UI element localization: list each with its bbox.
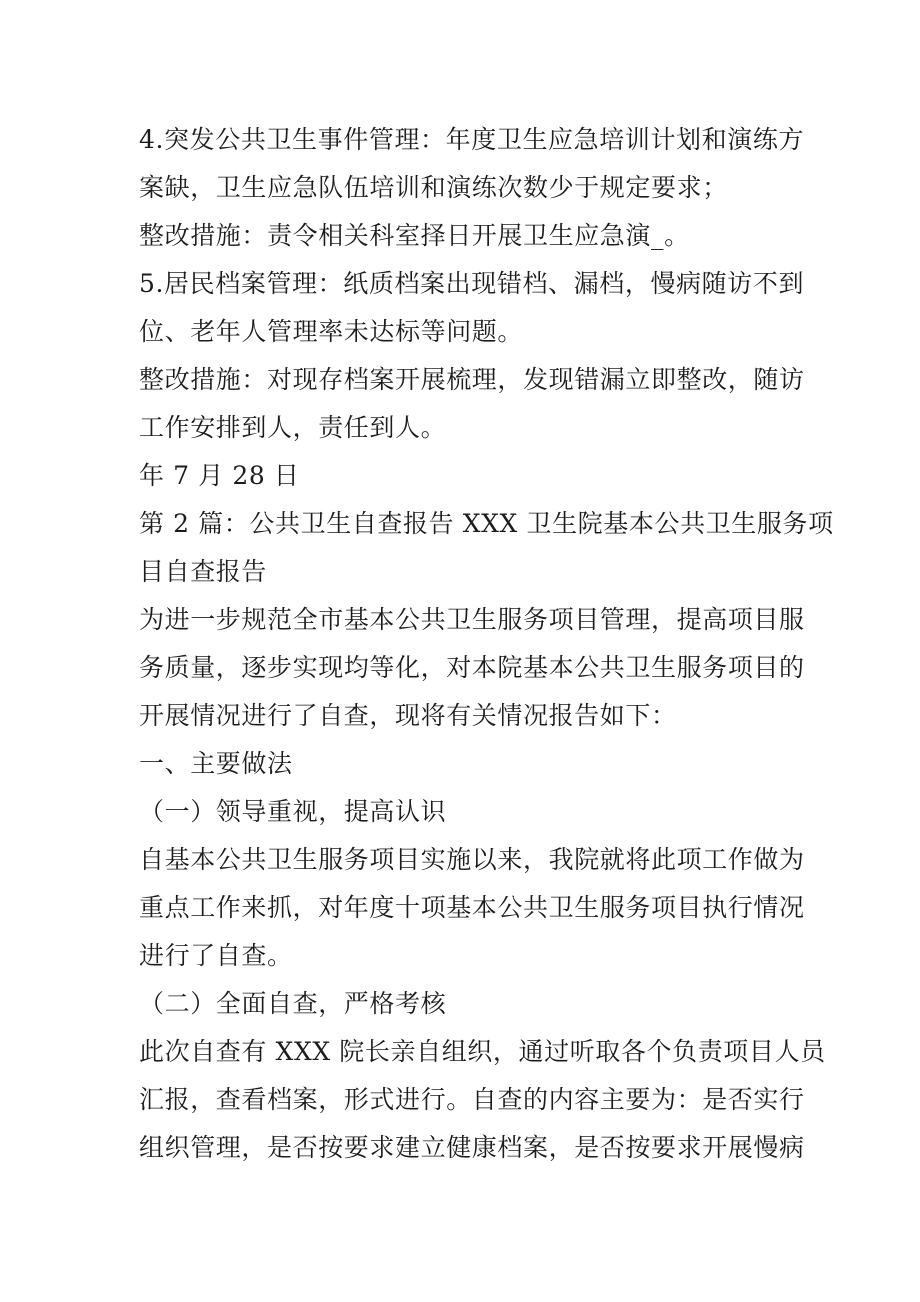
- text-line: 重点工作来抓，对年度十项基本公共卫生服务项目执行情况: [139, 893, 805, 922]
- text-line-rectification: 整改措施：对现存档案开展梳理，发现错漏立即整改，随访: [139, 365, 805, 394]
- text-line-intro: 为进一步规范全市基本公共卫生服务项目管理，提高项目服: [139, 605, 805, 634]
- subheading-leadership: （一）领导重视，提高认识: [139, 797, 447, 826]
- document-body: [139, 116, 834, 1172]
- text-line: 自基本公共卫生服务项目实施以来，我院就将此项工作做为: [139, 845, 805, 874]
- text-line: 务质量，逐步实现均等化，对本院基本公共卫生服务项目的: [139, 653, 805, 682]
- heading-main-practices: 一、主要做法: [139, 749, 293, 778]
- text-line: 组织管理，是否按要求建立健康档案，是否按要求开展慢病: [139, 1133, 805, 1162]
- text-line: 开展情况进行了自查，现将有关情况报告如下：: [139, 701, 677, 730]
- text-line-emergency-management: 4.突发公共卫生事件管理：年度卫生应急培训计划和演练方: [139, 125, 805, 154]
- section-title: 目自查报告: [139, 557, 268, 586]
- text-line: 位、老年人管理率未达标等问题。: [139, 317, 524, 346]
- text-line: 汇报，查看档案，形式进行。自查的内容主要为：是否实行: [139, 1085, 805, 1114]
- text-line: 进行了自查。: [139, 941, 293, 970]
- text-line: 工作安排到人，责任到人。: [139, 413, 447, 442]
- text-line: 案缺，卫生应急队伍培训和演练次数少于规定要求；: [139, 173, 728, 202]
- text-line-rectification: 整改措施：责令相关科室择日开展卫生应急演_。: [139, 221, 690, 250]
- section-title: 第 2 篇：公共卫生自查报告 XXX 卫生院基本公共卫生服务项: [139, 509, 834, 538]
- date-line: 年 7 月 28 日: [139, 461, 300, 490]
- text-line-resident-records: 5.居民档案管理：纸质档案出现错档、漏档，慢病随访不到: [139, 269, 805, 298]
- text-line: 此次自查有 XXX 院长亲自组织，通过听取各个负责项目人员: [139, 1037, 826, 1066]
- subheading-self-inspection: （二）全面自查，严格考核: [139, 989, 447, 1018]
